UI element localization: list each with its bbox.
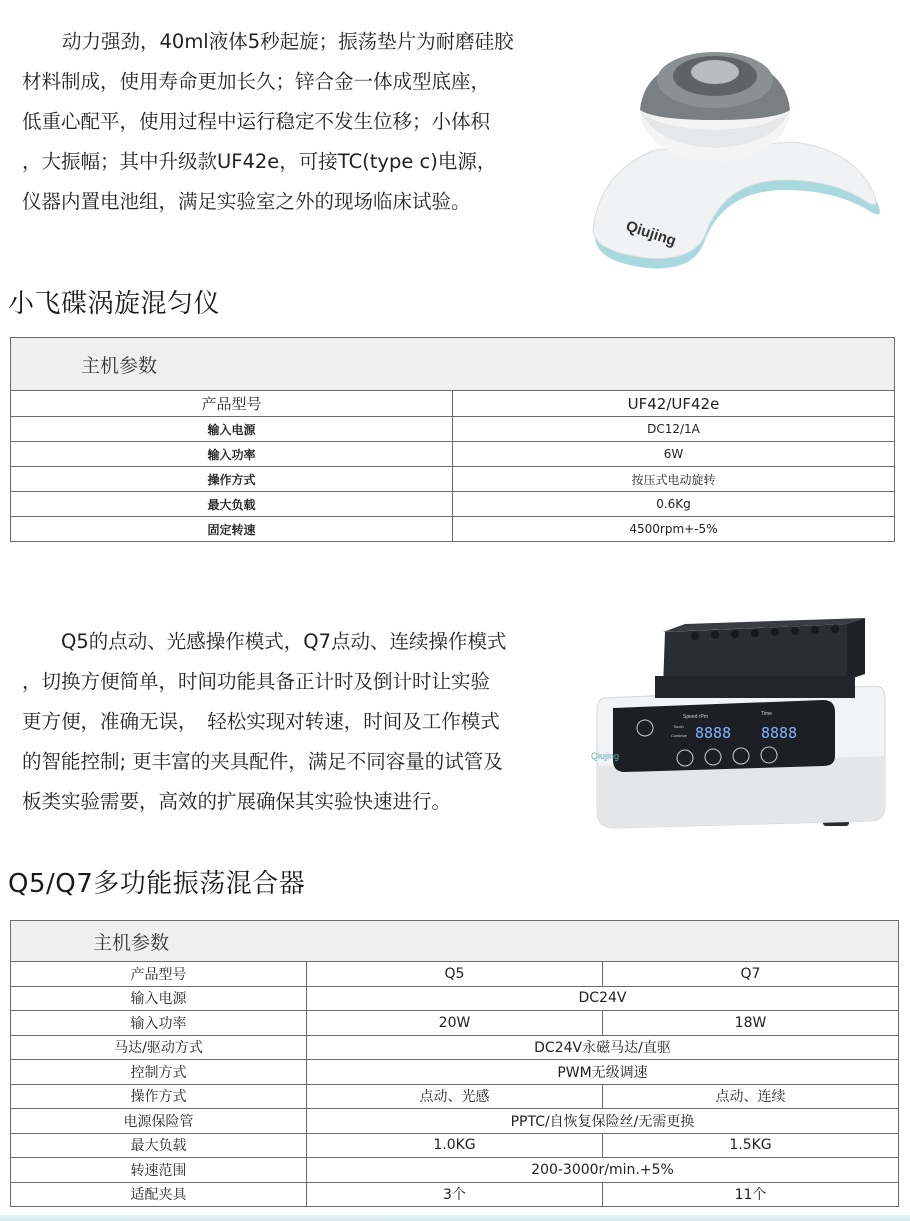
spec-key: 输入电源: [11, 986, 307, 1011]
spec-value-q7: 18W: [603, 1011, 899, 1036]
spec-value: 按压式电动旋转: [453, 467, 895, 492]
spec-value-q7: 点动、连续: [603, 1084, 899, 1109]
spec-key: 电源保险管: [11, 1109, 307, 1134]
time-display: 8888: [761, 724, 798, 742]
spec-value-both: DC24V永磁马达/直驱: [307, 1035, 899, 1060]
spec-key: 操作方式: [11, 467, 453, 492]
product2-description: [22, 622, 570, 822]
table-row: [11, 467, 895, 492]
product2-description-line: 更方便，准确无误， 轻松实现对转速，时间及工作模式: [22, 710, 500, 733]
table-row: [11, 417, 895, 442]
table-row: [11, 1060, 899, 1085]
product1-description-line: 材料制成，使用寿命更加长久；锌合金一体成型底座，: [22, 70, 491, 93]
spec-value: 6W: [453, 442, 895, 467]
spec-key: 输入功率: [11, 1011, 307, 1036]
product2-description-line: 板类实验需要，高效的扩展确保其实验快速进行。: [22, 790, 452, 813]
product1-title: 小飞碟涡旋混匀仪: [8, 289, 221, 319]
panel-continue-label: Continue: [671, 733, 688, 738]
product1-description-line: ，大振幅；其中升级款UF42e，可接TC(type c)电源，: [22, 150, 497, 173]
product2-title: Q5/Q7多功能振荡混合器: [8, 869, 306, 899]
spec-value-both: PWM无级调速: [307, 1060, 899, 1085]
table-row: [11, 1133, 899, 1158]
spec-value-q5: 3个: [307, 1182, 603, 1207]
table-row: [11, 391, 895, 417]
table-row: [11, 1109, 899, 1134]
spec-value-both: DC24V: [307, 986, 899, 1011]
product1-spec-table: [10, 337, 895, 542]
table-row: [11, 1158, 899, 1183]
product1-description-line: 仪器内置电池组，满足实验室之外的现场临床试验。: [22, 190, 471, 213]
product1-description-line: 动力强劲，40ml液体5秒起旋；振荡垫片为耐磨硅胶: [62, 30, 514, 53]
table-row: [11, 986, 899, 1011]
speed-display: 8888: [695, 724, 732, 742]
spec-key: 固定转速: [11, 517, 453, 542]
spec-key: 最大负载: [11, 492, 453, 517]
spec-value: 4500rpm+-5%: [453, 517, 895, 542]
table-row: [11, 492, 895, 517]
bottom-frame-border: [0, 1215, 910, 1221]
spec-table-header-row: [11, 338, 895, 391]
spec-value: 0.6Kg: [453, 492, 895, 517]
spec-value-both: PPTC/自恢复保险丝/无需更换: [307, 1109, 899, 1134]
product1-description: [22, 22, 570, 222]
spec-key: 控制方式: [11, 1060, 307, 1085]
spec-value-q5: 20W: [307, 1011, 603, 1036]
panel-time-label: Time: [761, 711, 772, 717]
spec-table-header-row: [11, 921, 899, 962]
spec-value: UF42/UF42e: [453, 391, 895, 417]
table-row: [11, 1182, 899, 1207]
spec-value-q7: 11个: [603, 1182, 899, 1207]
brand-logo: Qiujing: [623, 217, 679, 250]
spec-key: 转速范围: [11, 1158, 307, 1183]
spec-value-q7: 1.5KG: [603, 1133, 899, 1158]
table-row: [11, 1011, 899, 1036]
spec-value-both: 200-3000r/min.+5%: [307, 1158, 899, 1183]
spec-value-q5: 点动、光感: [307, 1084, 603, 1109]
vortex-mixer-image: [585, 40, 895, 280]
spec-value-q5: Q5: [307, 962, 603, 987]
spec-key: 产品型号: [11, 391, 453, 417]
panel-speed-label: Speed rPm: [683, 714, 709, 720]
spec-key: 操作方式: [11, 1084, 307, 1109]
table-row: [11, 962, 899, 987]
spec-value: DC12/1A: [453, 417, 895, 442]
spec-key: 产品型号: [11, 962, 307, 987]
spec-value-q7: Q7: [603, 962, 899, 987]
shaker-mixer-image: [585, 616, 890, 844]
spec-table-header: 主机参数: [11, 921, 899, 962]
panel-touch-label: Touch: [673, 724, 684, 729]
spec-key: 最大负载: [11, 1133, 307, 1158]
spec-table-header: 主机参数: [11, 338, 895, 391]
table-row: [11, 517, 895, 542]
spec-key: 输入电源: [11, 417, 453, 442]
product2-spec-table: [10, 920, 899, 1207]
spec-key: 马达/驱动方式: [11, 1035, 307, 1060]
spec-key: 输入功率: [11, 442, 453, 467]
product2-description-line: Q5的点动、光感操作模式，Q7点动、连续操作模式: [22, 630, 507, 653]
product1-description-line: 低重心配平，使用过程中运行稳定不发生位移；小体积: [22, 110, 491, 133]
table-row: [11, 1035, 899, 1060]
table-row: [11, 1084, 899, 1109]
product2-description-line: 的智能控制; 更丰富的夹具配件，满足不同容量的试管及: [22, 750, 503, 773]
spec-key: 适配夹具: [11, 1182, 307, 1207]
table-row: [11, 442, 895, 467]
brand-logo: Qiujing: [591, 751, 620, 761]
product2-description-line: ，切换方便简单，时间功能具备正计时及倒计时让实验: [22, 670, 491, 693]
spec-value-q5: 1.0KG: [307, 1133, 603, 1158]
